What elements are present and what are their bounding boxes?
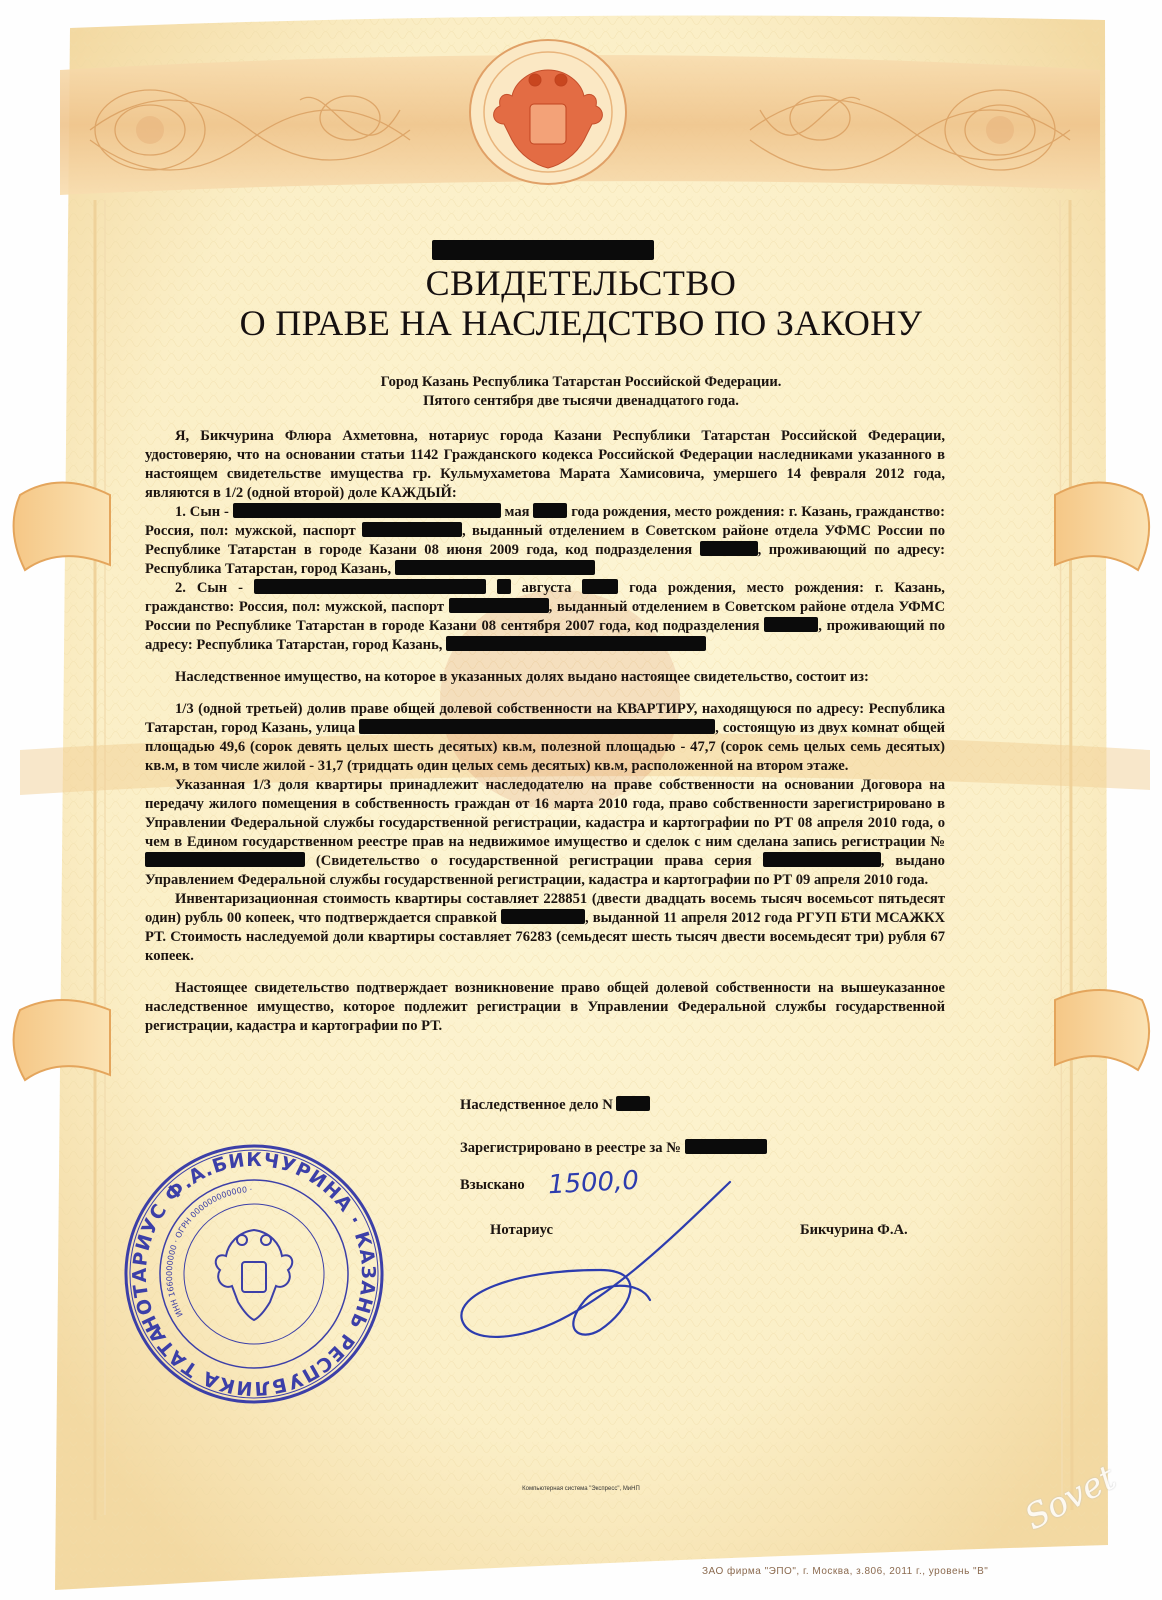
site-watermark: Sovet (1018, 1457, 1123, 1539)
redaction-bar (764, 617, 818, 632)
date-line: Пятого сентября две тысячи двенадцатого года. (423, 393, 739, 409)
redaction-bar (449, 598, 549, 613)
redaction-bar (501, 909, 585, 924)
place-and-date (0, 373, 1162, 411)
redaction-bar (497, 579, 511, 594)
notary-name: Бикчурина Ф.А. (800, 1222, 908, 1238)
stamp-inner-text: ИНН 1660000000 · ОГРН 000000000000 · (164, 1184, 253, 1319)
notary-stamp (120, 1140, 388, 1408)
redaction-bar (432, 240, 654, 260)
document-title: СВИДЕТЕЛЬСТВО (425, 263, 737, 303)
redaction-bar (685, 1139, 767, 1154)
notary-label: Нотариус (490, 1222, 553, 1238)
each-word: КАЖДЫЙ: (380, 485, 457, 501)
redaction-bar (533, 503, 567, 518)
property-intro: Наследственное имущество, на которое в указанных долях выдано настоящее свидетельство, состоит из: (175, 669, 869, 685)
case-number-label: Наследственное дело N (460, 1097, 613, 1113)
heir-1-paragraph: 1. Сын - мая года рождения, место рождения: г. Казань, гражданство: Россия, пол: мужской, паспорт , выданный отделением в Советском районе отдела УФМС России по Республике Татарстан в городе Казани 08 июня 2009 года, код подразделения , проживающий по адресу: Республика Татарстан, город Казань, (145, 504, 946, 577)
notary-signature (450, 1170, 750, 1370)
redaction-bar (582, 579, 618, 594)
intro-paragraph: Я, Бикчурина Флюра Ахметовна, нотариус города Казани Республики Татарстан Российской Федерации, удостоверяю, что на основании статьи 1142 Гражданского кодекса Российской Федерации наследниками указанного в настоящем свидетельстве имущества гр. Кульмухаметова Марата Хамисовича, умершего 14 февраля 2012 года, являются в 1/2 (одной второй) доле КАЖДЫЙ: (145, 428, 945, 501)
redaction-bar (763, 852, 881, 867)
property-paragraph: 1/3 (одной третьей) долив праве общей долевой собственности на КВАРТИРУ, находящуюся по адресу: Республика Татарстан, город Казань, улица , состоящую из двух комнат общей площадью 49,6 (сорок девять целых шесть десятых) кв.м, полезной площадью - 47,7 (сорок семь целых семь десятых) кв.м, в том числе жилой - 31,7 (тридцать один целых семь десятых) кв.м, расположенной на втором этаже. (145, 701, 946, 774)
case-number-line (460, 1096, 650, 1114)
place-line: Город Казань Республика Татарстан Российской Федерации. (380, 374, 782, 390)
redaction-bar (233, 503, 501, 518)
ownership-basis-paragraph: Указанная 1/3 доля квартиры принадлежит наследодателю на праве собственности на основании Договора на передачу жилого помещения в собственность граждан от 16 марта 2010 года, право собственности зарегистрировано в Управлении Федеральной службы государственной регистрации, кадастра и картографии по РТ 08 апреля 2010 года, о чем в Едином государственном реестре прав на недвижимое имущество и сделок с ним сделана запись регистрации № (Свидетельство о государственной регистрации права серия , выдано Управлением Федеральной службы государственной регистрации, кадастра и картографии по РТ 09 апреля 2010 года. (145, 777, 945, 888)
redaction-bar (359, 719, 715, 734)
footer-printer-note: ЗАО фирма "ЭПО", г. Москва, з.806, 2011 г., уровень "В" (702, 1566, 989, 1577)
registry-line (460, 1139, 767, 1157)
redaction-bar (395, 560, 595, 575)
fee-label: Взыскано (460, 1177, 525, 1193)
redaction-bar (362, 522, 462, 537)
document-subtitle: О ПРАВЕ НА НАСЛЕДСТВО ПО ЗАКОНУ (239, 303, 923, 343)
stamp-eagle-icon (216, 1230, 293, 1320)
certificate-body (145, 427, 945, 1036)
fee-handwritten-value: 1500,0 (547, 1165, 640, 1201)
stamp-outer-text: НОТАРИУС Ф.А.БИКЧУРИНА · КАЗАНЬ РЕСПУБЛИКА ТАТАРСТАН (128, 1148, 380, 1400)
redaction-bar (145, 852, 305, 867)
heir-2-paragraph: 2. Сын - августа года рождения, место рождения: г. Казань, гражданство: Россия, пол: мужской, паспорт , выданный отделением в Советском районе отдела УФМС России по Республике Татарстан в городе Казани 08 сентября 2007 года, код подразделения , проживающий по адресу: Республика Татарстан, город Казань, (145, 580, 945, 653)
redaction-bar (700, 541, 758, 556)
redaction-bar (446, 636, 706, 651)
confirmation-paragraph: Настоящее свидетельство подтверждает возникновение право общей долевой собственности на вышеуказанное наследственное имущество, которое подлежит регистрации в Управлении Федеральной службы государственной регистрации, кадастра и картографии по РТ. (145, 980, 945, 1034)
footer-system-note: Компьютерная система "Экспресс", МиНП (522, 1486, 640, 1492)
valuation-paragraph: Инвентаризационная стоимость квартиры составляет 228851 (двести двадцать восемь тысяч восемьсот пятьдесят один) рубль 00 копеек, что подтверждается справкой , выданной 11 апреля 2012 года РГУП БТИ МСАЖКХ РТ. Стоимость наследуемой доли квартиры составляет 76283 (семьдесят шесть тысяч двести восемьдесят три) рубля 67 копеек. (145, 891, 945, 964)
redaction-bar (616, 1096, 650, 1111)
registry-label: Зарегистрировано в реестре за № (460, 1140, 681, 1156)
redaction-bar (254, 579, 486, 594)
